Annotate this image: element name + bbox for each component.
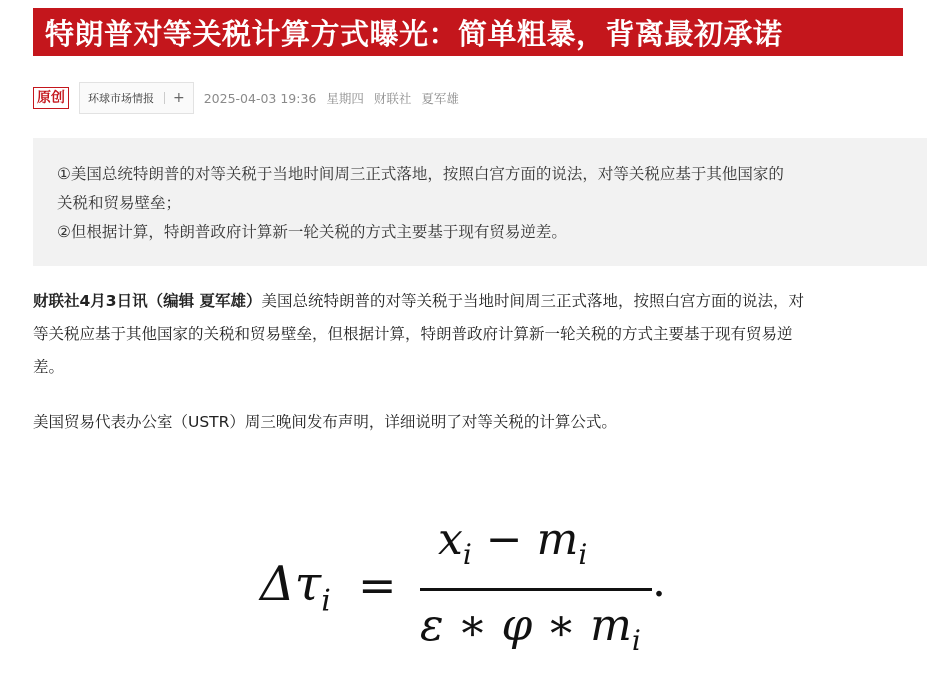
publish-source: 财联社 — [373, 91, 412, 106]
plus-icon[interactable]: + — [173, 90, 185, 106]
publish-datetime: 2025-04-03 19:36 — [203, 91, 317, 106]
paragraph-text: 等关税应基于其他国家的关税和贸易壁垒，但根据计算，特朗普政府计算新一轮关税的方式主要基于现有贸易逆 — [33, 325, 793, 343]
formula-period: . — [652, 556, 666, 607]
tariff-formula — [260, 510, 680, 680]
article-paragraph-1 — [33, 285, 927, 384]
article-headline — [33, 8, 903, 56]
headline-text: 特朗普对等关税计算方式曝光：简单粗暴，背离最初承诺 — [45, 16, 783, 51]
article-summary — [33, 138, 927, 266]
article-meta — [33, 82, 465, 114]
article-paragraph-2 — [33, 406, 927, 439]
paragraph-text: 美国贸易代表办公室（USTR）周三晚间发布声明，详细说明了对等关税的计算公式。 — [33, 413, 617, 431]
formula-numerator: $x_i - m_i$ — [438, 514, 588, 571]
summary-line: ②但根据计算，特朗普政府计算新一轮关税的方式主要基于现有贸易逆差。 — [57, 223, 567, 241]
summary-line: 关税和贸易壁垒； — [57, 194, 182, 212]
original-badge: 原创 — [33, 87, 69, 109]
column-chip[interactable] — [79, 82, 194, 114]
chip-divider — [164, 92, 165, 104]
publish-weekday: 星期四 — [326, 91, 364, 106]
formula-fraction-bar — [420, 588, 652, 591]
formula-equals: = — [358, 558, 397, 612]
paragraph-text: 差。 — [33, 358, 65, 376]
summary-line: ①美国总统特朗普的对等关税于当地时间周三正式落地，按照白宫方面的说法，对等关税应基于其他国家的 — [57, 165, 784, 183]
formula-denominator: ε ∗ φ ∗ $m_i$ — [420, 600, 641, 657]
column-name[interactable]: 环球市场情报 — [88, 92, 154, 105]
publish-info — [204, 89, 465, 107]
paragraph-text: 美国总统特朗普的对等关税于当地时间周三正式落地，按照白宫方面的说法，对 — [261, 292, 804, 310]
publish-author: 夏军雄 — [421, 91, 459, 106]
dateline: 财联社4月3日讯（编辑 夏军雄） — [33, 292, 262, 310]
formula-lhs: $\Delta\tau_i$ — [260, 556, 331, 619]
